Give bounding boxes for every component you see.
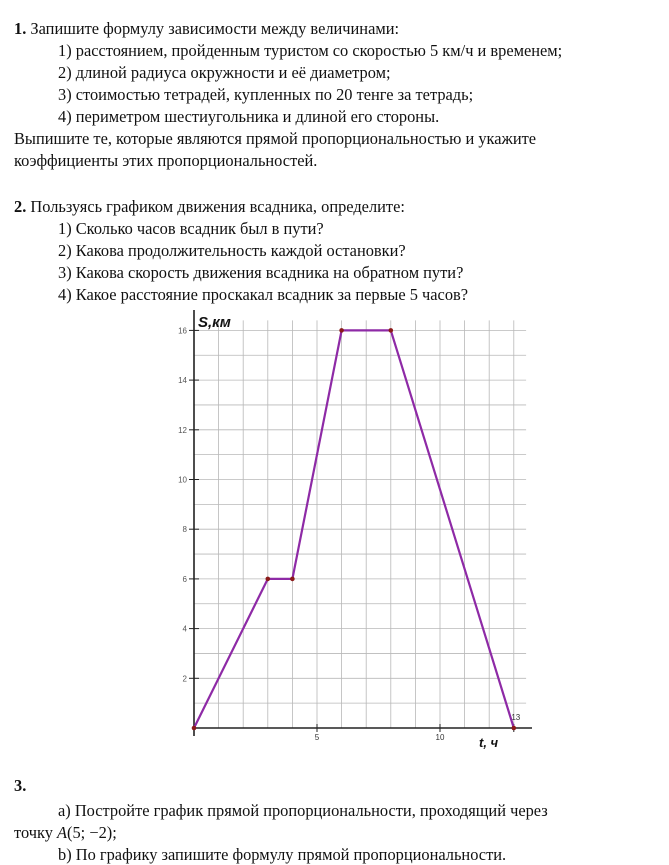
data-point xyxy=(389,328,394,333)
task1-number: 1. xyxy=(14,19,27,38)
task2-intro: Пользуясь графиком движения всадника, определите: xyxy=(30,197,405,216)
y-tick-label: 10 xyxy=(178,475,187,485)
x-axis-label: t, ч xyxy=(479,735,499,750)
y-tick-label: 4 xyxy=(182,624,187,634)
task1-closing-1: Выпишите те, которые являются прямой пропорциональностью и укажите xyxy=(14,129,537,148)
task2-number: 2. xyxy=(14,197,27,216)
y-tick-label: 16 xyxy=(178,326,187,336)
task2-item-3: 3) Какова скорость движения всадника на обратном пути? xyxy=(58,263,464,282)
task1-item-3: 3) стоимостью тетрадей, купленных по 20 тенге за тетрадь; xyxy=(58,85,474,104)
task3-a-point-name: A xyxy=(57,823,68,842)
task1-item-1: 1) расстоянием, пройденным туристом со скоростью 5 км/ч и временем; xyxy=(58,41,563,60)
y-axis-label: S,км xyxy=(198,314,231,331)
task2-heading xyxy=(14,197,405,217)
x-tick-label: 13 xyxy=(511,713,521,722)
task3-number xyxy=(14,776,26,796)
task3-a-point-prefix: точку xyxy=(14,823,57,842)
task1-intro: Запишите формулу зависимости между величинами: xyxy=(30,19,400,38)
task1-closing-2: коэффициенты этих пропорциональностей. xyxy=(14,151,318,170)
data-point xyxy=(290,577,295,582)
chart-axes xyxy=(194,310,532,736)
task2-item-2: 2) Какова продолжительность каждой остановки? xyxy=(58,241,406,260)
task1-item-2: 2) длиной радиуса окружности и её диаметром; xyxy=(58,63,391,82)
y-tick-label: 8 xyxy=(182,525,187,535)
rider-motion-chart xyxy=(160,308,532,760)
chart-grid xyxy=(194,320,526,728)
data-point xyxy=(192,726,197,731)
task2-item-4: 4) Какое расстояние проскакал всадник за первые 5 часов? xyxy=(58,285,469,304)
x-tick-label: 5 xyxy=(314,733,320,742)
chart-ticks xyxy=(178,326,521,742)
task3-b: b) По графику запишите формулу прямой пропорциональности. xyxy=(58,845,507,864)
task1-heading xyxy=(14,19,399,39)
data-point xyxy=(266,577,271,582)
task3-a: а) Постройте график прямой пропорциональности, проходящий через xyxy=(58,801,548,820)
x-tick-label: 10 xyxy=(435,733,445,742)
task3-a-point xyxy=(14,823,117,843)
y-tick-label: 6 xyxy=(182,574,187,584)
task3-a-point-coords: (5; −2); xyxy=(67,823,117,842)
task2-item-1: 1) Сколько часов всадник был в пути? xyxy=(58,219,324,238)
y-tick-label: 12 xyxy=(178,425,187,435)
y-tick-label: 2 xyxy=(182,674,187,684)
task1-item-4: 4) периметром шестиугольника и длиной его стороны. xyxy=(58,107,440,126)
data-point xyxy=(512,726,517,731)
task3-number-text: 3. xyxy=(14,776,27,795)
y-tick-label: 14 xyxy=(178,376,187,386)
data-point xyxy=(339,328,344,333)
